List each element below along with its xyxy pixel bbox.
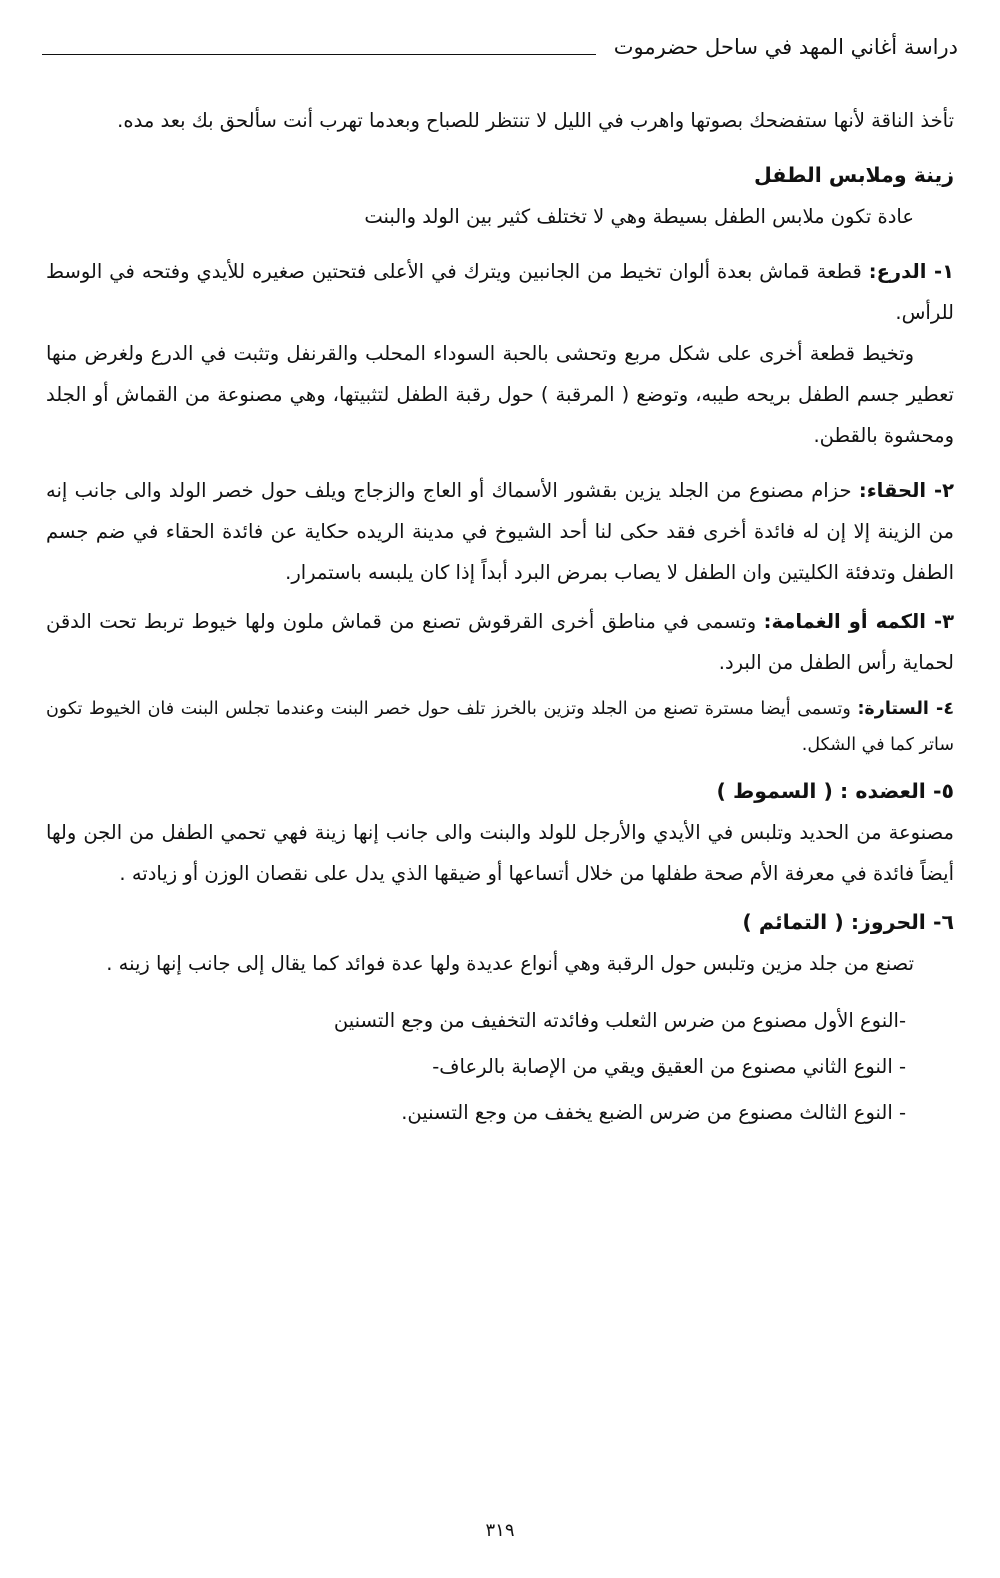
list-item: -النوع الأول مصنوع من ضرس الثعلب وفائدته التخفيف من وجع التسنين xyxy=(333,1009,906,1032)
section-title: زينة وملابس الطفل xyxy=(754,163,954,187)
list-item: - النوع الثاني مصنوع من العقيق ويقي من الإصابة بالرعاف- xyxy=(432,1055,906,1078)
item-4-label: ٤- الستارة: xyxy=(857,699,954,719)
item-1-paragraph xyxy=(46,251,954,333)
item-1-extra: وتخيط قطعة أخرى على شكل مربع وتحشى بالحبة السوداء المحلب والقرنفل وتثبت في الدرع ولغرض منها تعطير جسم الطفل بريحه طيبه، وتوضع ( المرقبة ) حول رقبة الطفل لتثبيتها، وهي مصنوعة من القماش أو الجلد ومحشوة بالقطن. xyxy=(46,342,954,447)
item-3-text: وتسمى في مناطق أخرى القرقوش تصنع من قماش ملون ولها خيوط تربط تحت الدقن لحماية رأس الطفل من البرد. xyxy=(46,610,954,674)
running-header xyxy=(42,30,958,64)
item-1-text: قطعة قماش بعدة ألوان تخيط من الجانبين ويترك في الأعلى فتحتين صغيره للأيدي وفتحه في الوسط للرأس. xyxy=(46,260,954,324)
item-2-paragraph xyxy=(46,470,954,593)
book-title: دراسة أغاني المهد في ساحل حضرموت xyxy=(613,35,958,59)
item-5-text: مصنوعة من الحديد وتلبس في الأيدي والأرجل للولد والبنت والى جانب إنها زينة فهي تحمي الطفل من الجن ولها أيضاً فائدة في معرفة الأم صحة طفلها من خلال أتساعها أو ضيقها الذي يدل على نقصان الوزن أو زيادته . xyxy=(46,821,954,885)
header-rule xyxy=(42,54,596,55)
item-4-paragraph xyxy=(46,691,954,763)
item-1-label: ١- الدرع: xyxy=(868,260,954,283)
body-text xyxy=(46,100,954,1136)
item-2-text: حزام مصنوع من الجلد يزين بقشور الأسماك أو العاج والزجاج ويلف حول خصر الولد والى جانب إنه من الزينة إلا إن له فائدة أخرى فقد حكى لنا أحد الشيوخ في مدينة الريده حكاية عن فائدة الحقاء في ضم جسم الطفل وتدفئة الكليتين وان الطفل لا يصاب بمرض البرد أبداً إذا كان يلبسه باستمرار. xyxy=(46,479,954,584)
section-intro: عادة تكون ملابس الطفل بسيطة وهي لا تختلف كثير بين الولد والبنت xyxy=(364,205,914,228)
item-2-label: ٢- الحقاء: xyxy=(858,479,954,502)
item-6-heading: ٦- الحروز: ( التمائم ) xyxy=(742,910,954,934)
page-number: ٣١٩ xyxy=(485,1520,515,1541)
item-6-text: تصنع من جلد مزين وتلبس حول الرقبة وهي أنواع عديدة ولها عدة فوائد كما يقال إلى جانب إنها زينه . xyxy=(106,952,914,975)
amulet-types-list xyxy=(46,998,954,1136)
item-3-paragraph xyxy=(46,601,954,683)
item-5-heading: ٥- العضده : ( السموط ) xyxy=(716,779,954,803)
item-3-label: ٣- الكمه أو الغمامة: xyxy=(763,610,954,633)
list-item: - النوع الثالث مصنوع من ضرس الضبع يخفف من وجع التسنين. xyxy=(401,1101,906,1124)
intro-paragraph: تأخذ الناقة لأنها ستفضحك بصوتها واهرب في الليل لا تنتظر للصباح وبعدما تهرب أنت سألحق بك بعد مده. xyxy=(117,109,954,132)
item-4-text: وتسمى أيضا مسترة تصنع من الجلد وتزين بالخرز تلف حول خصر البنت وعندما تجلس البنت فان الخيوط تكون ساتر كما في الشكل. xyxy=(46,699,954,755)
